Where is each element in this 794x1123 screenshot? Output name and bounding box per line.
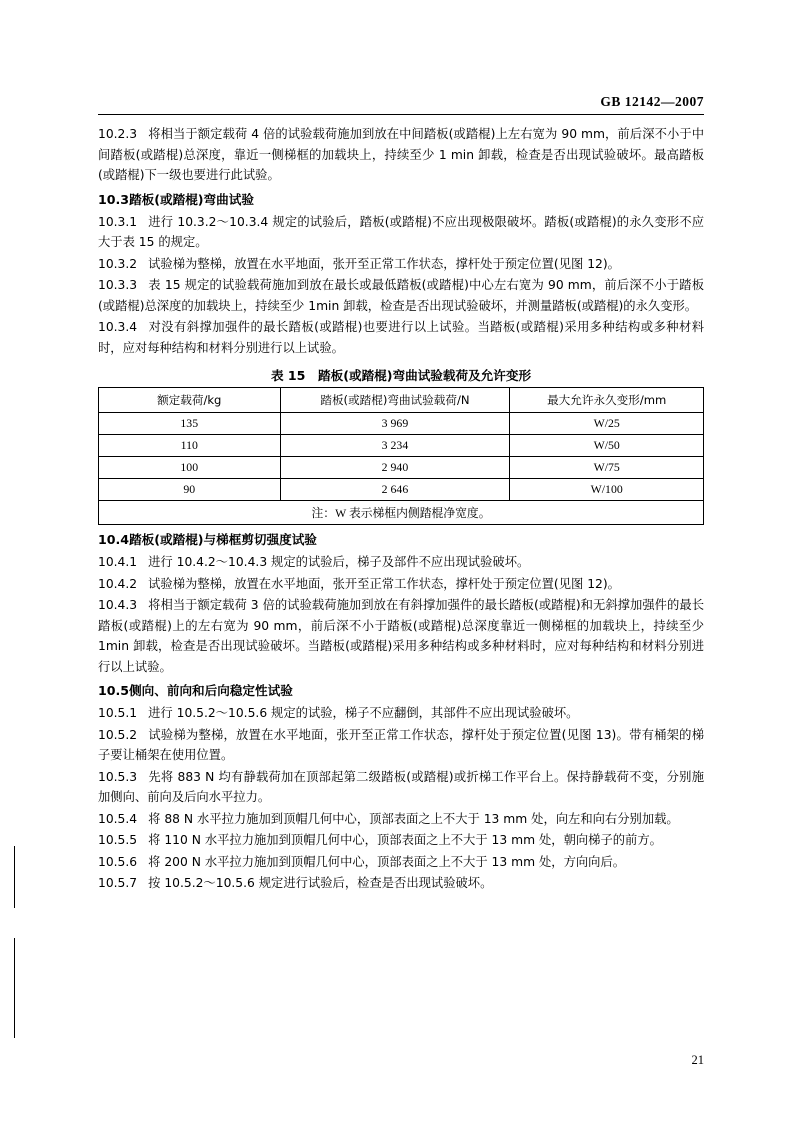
cell-rated-load: 110	[99, 435, 281, 457]
paragraph-text: 将相当于额定载荷 4 倍的试验载荷施加到放在中间踏板(或踏棍)上左右宽为 90 mm，前后深不小于中间踏板(或踏棍)总深度，靠近一侧梯框的加载块上，持续至少 1 min 卸载，检查是否出现试验破坏。最高踏板(或踏棍)下一级也要进行此试验。	[98, 127, 704, 182]
table-15	[98, 387, 704, 525]
paragraph-10-3-3	[98, 275, 704, 316]
table-note: 注：W 表示梯框内侧踏棍净宽度。	[99, 501, 704, 525]
heading-number: 10.4	[98, 532, 130, 547]
paragraph-10-5-2	[98, 725, 704, 766]
paragraph-10-3-2	[98, 254, 704, 275]
paragraph-number: 10.3.3	[98, 278, 138, 292]
paragraph-number: 10.5.1	[98, 706, 138, 720]
heading-text: 踏板(或踏棍)与梯框剪切强度试验	[129, 532, 317, 547]
cell-max-deformation: W/100	[510, 479, 704, 501]
table-caption: 表 15 踏板(或踏棍)弯曲试验载荷及允许变形	[270, 368, 532, 383]
heading-number: 10.5	[98, 683, 130, 698]
paragraph-10-5-4	[98, 809, 704, 830]
paragraph-number: 10.5.4	[98, 811, 138, 826]
cell-rated-load: 90	[99, 479, 281, 501]
cell-test-load: 3 234	[280, 435, 510, 457]
paragraph-10-5-1	[98, 703, 704, 724]
table-row	[99, 413, 704, 435]
heading-10-5	[98, 680, 704, 701]
paragraph-10-5-5	[98, 830, 704, 851]
header-rule	[98, 114, 704, 115]
paragraph-text: 进行 10.4.2～10.4.3 规定的试验后，梯子及部件不应出现试验破坏。	[148, 555, 530, 569]
paragraph-10-4-1	[98, 552, 704, 573]
paragraph-text: 试验梯为整梯，放置在水平地面，张开至正常工作状态，撑杆处于预定位置(见图 12)。	[148, 576, 620, 591]
paragraph-text: 将 88 N 水平拉力施加到顶帽几何中心，顶部表面之上不大于 13 mm 处，向左和向右分别加载。	[148, 811, 679, 826]
table-header-row	[99, 388, 704, 413]
paragraph-number: 10.3.2	[98, 256, 138, 271]
heading-text: 踏板(或踏棍)弯曲试验	[129, 191, 254, 207]
paragraph-text: 先将 883 N 均有静载荷加在顶部起第二级踏板(或踏棍)或折梯工作平台上。保持静载荷不变，分别施加侧向、前向及后向水平拉力。	[98, 769, 704, 804]
cell-rated-load: 135	[99, 413, 281, 435]
paragraph-number: 10.5.6	[98, 854, 138, 869]
paragraph-10-5-6	[98, 852, 704, 873]
paragraph-text: 将 200 N 水平拉力施加到顶帽几何中心，顶部表面之上不大于 13 mm 处，方向向后。	[148, 854, 626, 869]
paragraph-text: 将 110 N 水平拉力施加到顶帽几何中心，顶部表面之上不大于 13 mm 处，朝向梯子的前方。	[148, 833, 662, 847]
paragraph-text: 试验梯为整梯，放置在水平地面，张开至正常工作状态，撑杆处于预定位置(见图 13)。带有桶架的梯子要让桶架在使用位置。	[98, 727, 704, 762]
paragraph-text: 试验梯为整梯，放置在水平地面，张开至正常工作状态，撑杆处于预定位置(见图 12)。	[148, 256, 620, 271]
document-body	[98, 124, 704, 895]
paragraph-number: 10.4.1	[98, 555, 138, 569]
paragraph-text: 将相当于额定载荷 3 倍的试验载荷施加到放在有斜撑加强件的最长踏板(或踏棍)和无斜撑加强件的最长踏板(或踏棍)上的左右宽为 90 mm，前后深不小于踏板(或踏棍)总深度靠近一侧梯框的加载块上，持续至少 1min 卸载，检查是否出现试验破坏。当踏板(或踏棍)采用多种结构或多种材料时，应对每种结构和材料分别进行以上试验。	[98, 598, 704, 674]
paragraph-number: 10.5.5	[98, 833, 138, 847]
paragraph-10-5-7	[98, 873, 704, 894]
cell-test-load: 2 646	[280, 479, 510, 501]
table-row	[99, 435, 704, 457]
paragraph-text: 进行 10.5.2～10.5.6 规定的试验，梯子不应翻倒，其部件不应出现试验破坏。	[148, 706, 579, 720]
heading-text: 侧向、前向和后向稳定性试验	[129, 683, 293, 698]
paragraph-number: 10.2.3	[98, 127, 138, 141]
table-row	[99, 457, 704, 479]
paragraph-10-3-1	[98, 212, 704, 253]
heading-number: 10.3	[98, 191, 130, 207]
paragraph-10-4-3	[98, 595, 704, 677]
paragraph-text: 按 10.5.2～10.5.6 规定进行试验后，检查是否出现试验破坏。	[148, 876, 493, 890]
heading-10-4	[98, 529, 704, 550]
table-note-row	[99, 501, 704, 525]
paragraph-text: 对没有斜撑加强件的最长踏板(或踏棍)也要进行以上试验。当踏板(或踏棍)采用多种结构或多种材料时，应对每种结构和材料分别进行以上试验。	[98, 320, 704, 355]
column-header-max-deformation: 最大允许永久变形/mm	[510, 388, 704, 413]
margin-mark	[14, 938, 15, 1038]
column-header-test-load: 踏板(或踏棍)弯曲试验载荷/N	[280, 388, 510, 413]
paragraph-10-3-4	[98, 317, 704, 358]
column-header-rated-load: 额定载荷/kg	[99, 388, 281, 413]
paragraph-number: 10.5.3	[98, 769, 138, 784]
margin-mark	[14, 846, 15, 908]
paragraph-number: 10.4.3	[98, 598, 138, 612]
cell-rated-load: 100	[99, 457, 281, 479]
standard-code-header: GB 12142—2007	[600, 94, 704, 109]
page-number: 21	[691, 1053, 704, 1067]
paragraph-number: 10.3.4	[98, 320, 138, 334]
paragraph-text: 进行 10.3.2～10.3.4 规定的试验后，踏板(或踏棍)不应出现极限破坏。踏板(或踏棍)的永久变形不应大于表 15 的规定。	[98, 214, 704, 249]
cell-test-load: 3 969	[280, 413, 510, 435]
paragraph-number: 10.3.1	[98, 214, 138, 229]
paragraph-10-5-3	[98, 767, 704, 808]
cell-max-deformation: W/75	[510, 457, 704, 479]
paragraph-10-2-3	[98, 124, 704, 186]
paragraph-text: 表 15 规定的试验载荷施加到放在最长或最低踏板(或踏棍)中心左右宽为 90 mm，前后深不小于踏板(或踏棍)总深度的加载块上，持续至少 1min 卸载，检查是否出现试验破坏，并测量踏板(或踏棍)的永久变形。	[98, 278, 704, 313]
paragraph-number: 10.5.2	[98, 727, 138, 742]
cell-max-deformation: W/25	[510, 413, 704, 435]
cell-test-load: 2 940	[280, 457, 510, 479]
paragraph-number: 10.4.2	[98, 576, 138, 591]
paragraph-number: 10.5.7	[98, 876, 138, 890]
table-row	[99, 479, 704, 501]
paragraph-10-4-2	[98, 574, 704, 595]
heading-10-3	[98, 189, 704, 210]
cell-max-deformation: W/50	[510, 435, 704, 457]
